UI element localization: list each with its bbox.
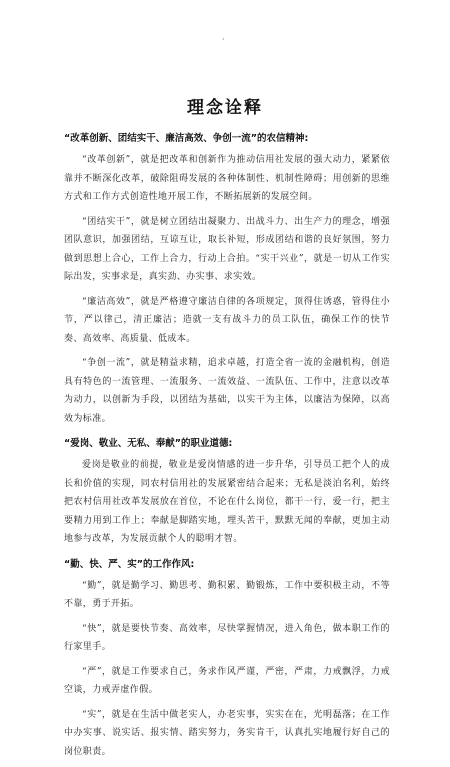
section-work-style	[64, 558, 390, 762]
section-heading: “改革创新、团结实干、廉洁高效、争创一流”的农信精神:	[64, 133, 309, 144]
section-heading: “勤、快、严、实”的工作作风:	[64, 558, 195, 570]
paragraph: 爱岗是敬业的前提，敬业是爱岗情感的进一步升华，引导员工把个人的成长和价值的实现，同农村信用社的发展紧密结合起来；无私是淡泊名利，始终把农村信用社改革发展放在首位，不论在什么岗位，都干一行，爱一行，把主要精力用到工作上；奉献是脚踏实地，埋头苦干，默默无闻的奉献，更加主动地参与改革，为发展贡献个人的聪明才智。	[64, 460, 390, 544]
paragraph: “严”，就是工作要求自己，务求作风严谨，严密，严肃，力戒飘浮，力戒空谈，力戒弄虚作假。	[64, 666, 390, 695]
paragraph: “廉洁高效”，就是严格遵守廉洁自律的各项规定，顶得住诱惑，管得住小节，严以律己，清正廉洁；造就一支有战斗力的员工队伍，确保工作的快节奏、高效率、高质量、低成本。	[64, 296, 390, 344]
paragraph: “改革创新”，就是把改革和创新作为推动信用社发展的强大动力，紧紧依靠并不断深化改革，破除阻碍发展的各种体制性、机制性障碍；用创新的思维方式和工作方式创造性地开展工作，不断拓展新的发展空间。	[64, 155, 390, 202]
section-heading: “爱岗、敬业、无私、奉献”的职业道德:	[64, 438, 233, 449]
paragraph: “团结实干”，就是树立团结出凝聚力、出战斗力、出生产力的理念，增强团队意识，加强团结，互谅互让，取长补短，形成团结和谐的良好氛围，努力做到思想上合心，工作上合力，行动上合拍。“实干兴业”，就是一切从工作实际出发，实事求是，真实劲、办实事、求实效。	[64, 216, 390, 282]
page-title: 理念诠释	[187, 98, 263, 118]
section-spirit	[64, 132, 390, 428]
paragraph: “勤”，就是勤学习、勤思考、勤积累、勤锻炼，工作中要积极主动，不等不靠，勇于开拓。	[64, 580, 390, 609]
page-mark: ·	[222, 35, 225, 44]
paragraph: “实”，就是在生活中做老实人，办老实事，实实在在，光明磊落；在工作中办实事、说实话、报实情、踏实努力，务实肯干，认真扎实地履行好自己的岗位职责。	[64, 709, 390, 757]
paragraph: “快”，就是要快节奏、高效率，尽快掌握情况，进入角色，做本职工作的行家里手。	[64, 623, 390, 652]
document-body	[64, 132, 390, 767]
section-ethics	[64, 437, 390, 549]
paragraph: “争创一流”，就是精益求精，追求卓越，打造全省一流的金融机构，创造具有特色的一流管理、一流服务、一流效益、一流队伍、工作中，注意以改革为动力，以创新为手段，以团结为基础，以实干为主体，以廉洁为保障，以高效为标准。	[64, 358, 390, 424]
